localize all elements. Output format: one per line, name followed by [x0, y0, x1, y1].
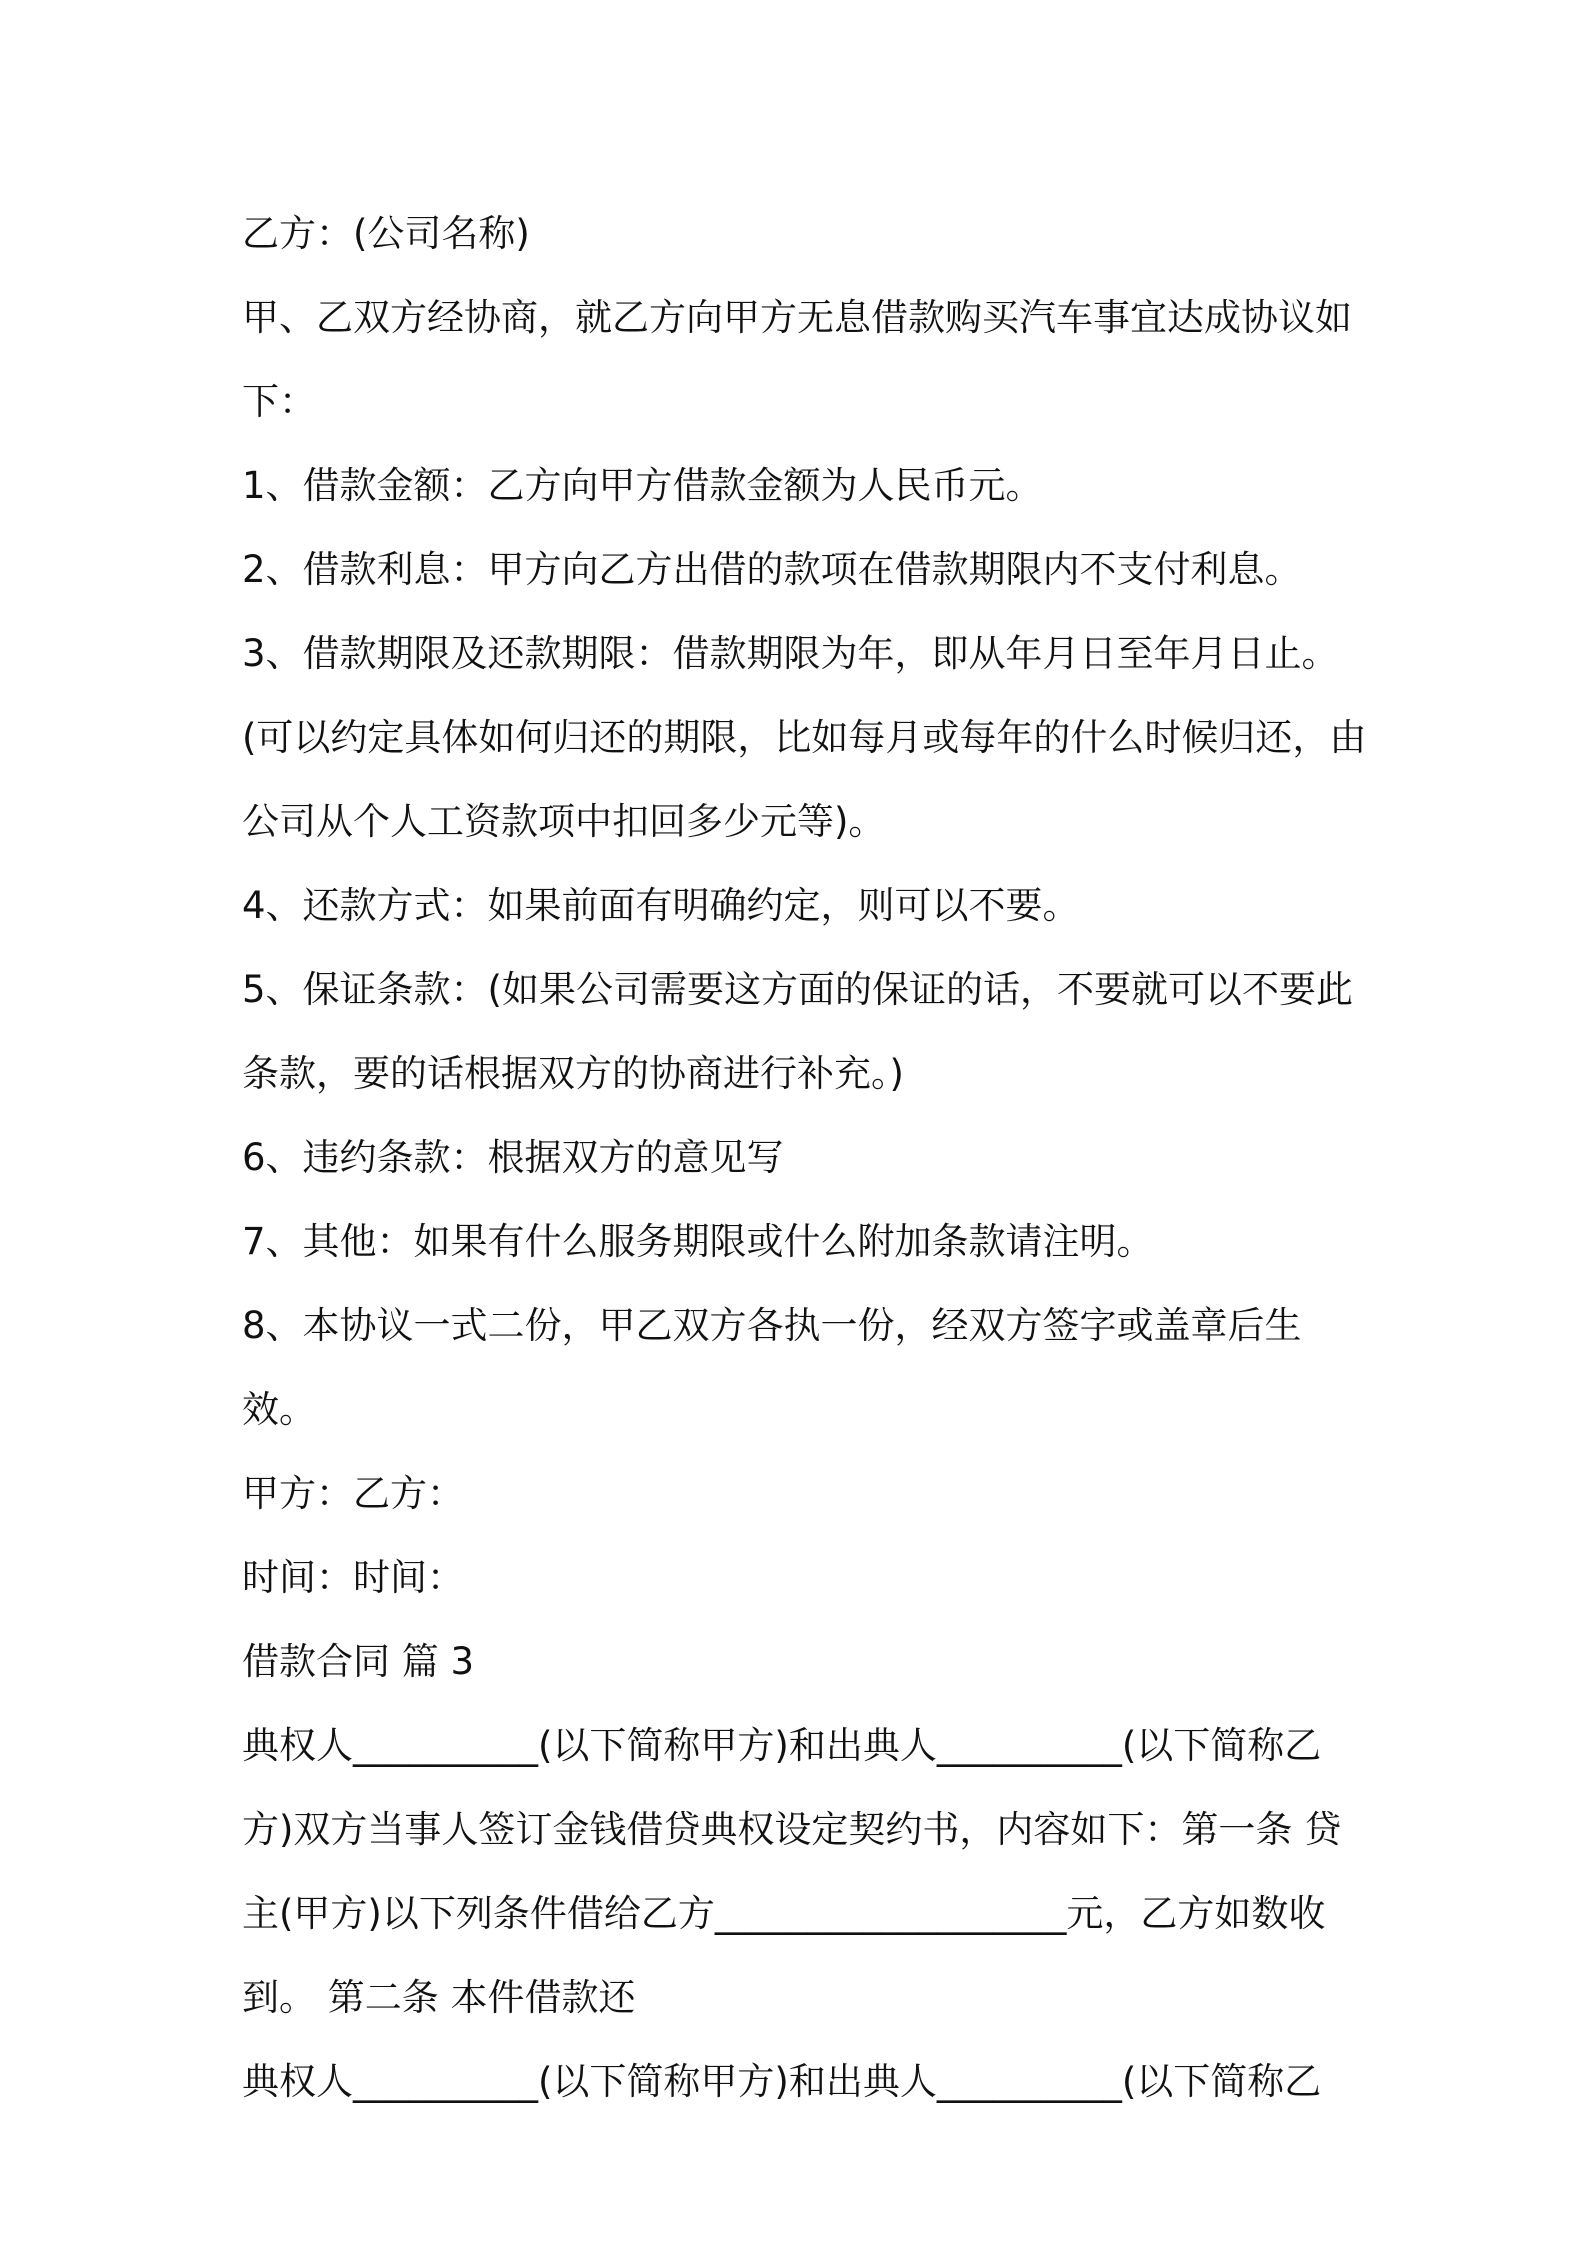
clause-2-interest: 2、借款利息：甲方向乙方出借的款项在借款期限内不支付利息。 [242, 548, 1302, 591]
pledge-contract-paragraph: 典权人__________(以下简称甲方)和出典人__________(以下简称乙方)双方当事人签订金钱借贷典权设定契约书，内容如下：第一条 贷主(甲方)以下列条件借给乙方___________________元，乙方如数收到。 第二条 本件借款还 [242, 1724, 1342, 2019]
document-body [242, 192, 1372, 2124]
signature-dates: 时间：时间： [242, 1556, 464, 1599]
clause-6-breach: 6、违约条款：根据双方的意见写 [242, 1136, 784, 1179]
clause-4-repayment: 4、还款方式：如果前面有明确约定，则可以不要。 [242, 884, 1080, 927]
party-b-line: 乙方：(公司名称) [242, 212, 530, 255]
signature-parties: 甲方：乙方： [242, 1472, 464, 1515]
agreement-intro: 甲、乙双方经协商，就乙方向甲方无息借款购买汽车事宜达成协议如下： [242, 296, 1352, 423]
clause-5-guarantee: 5、保证条款：(如果公司需要这方面的保证的话，不要就可以不要此条款，要的话根据双方的协商进行补充。) [242, 968, 1353, 1095]
section-heading: 借款合同 篇 3 [242, 1640, 475, 1683]
clause-3-term: 3、借款期限及还款期限：借款期限为年，即从年月日至年月日止。(可以约定具体如何归还的期限，比如每月或每年的什么时候归还，由公司从个人工资款项中扣回多少元等)。 [242, 632, 1367, 843]
clause-7-other: 7、其他：如果有什么服务期限或什么附加条款请注明。 [242, 1220, 1154, 1263]
pledge-contract-repeat: 典权人__________(以下简称甲方)和出典人__________(以下简称乙 [242, 2060, 1322, 2103]
clause-1-loan-amount: 1、借款金额：乙方向甲方借款金额为人民币元。 [242, 464, 1043, 507]
clause-8-copies: 8、本协议一式二份，甲乙双方各执一份，经双方签字或盖章后生效。 [242, 1304, 1302, 1431]
